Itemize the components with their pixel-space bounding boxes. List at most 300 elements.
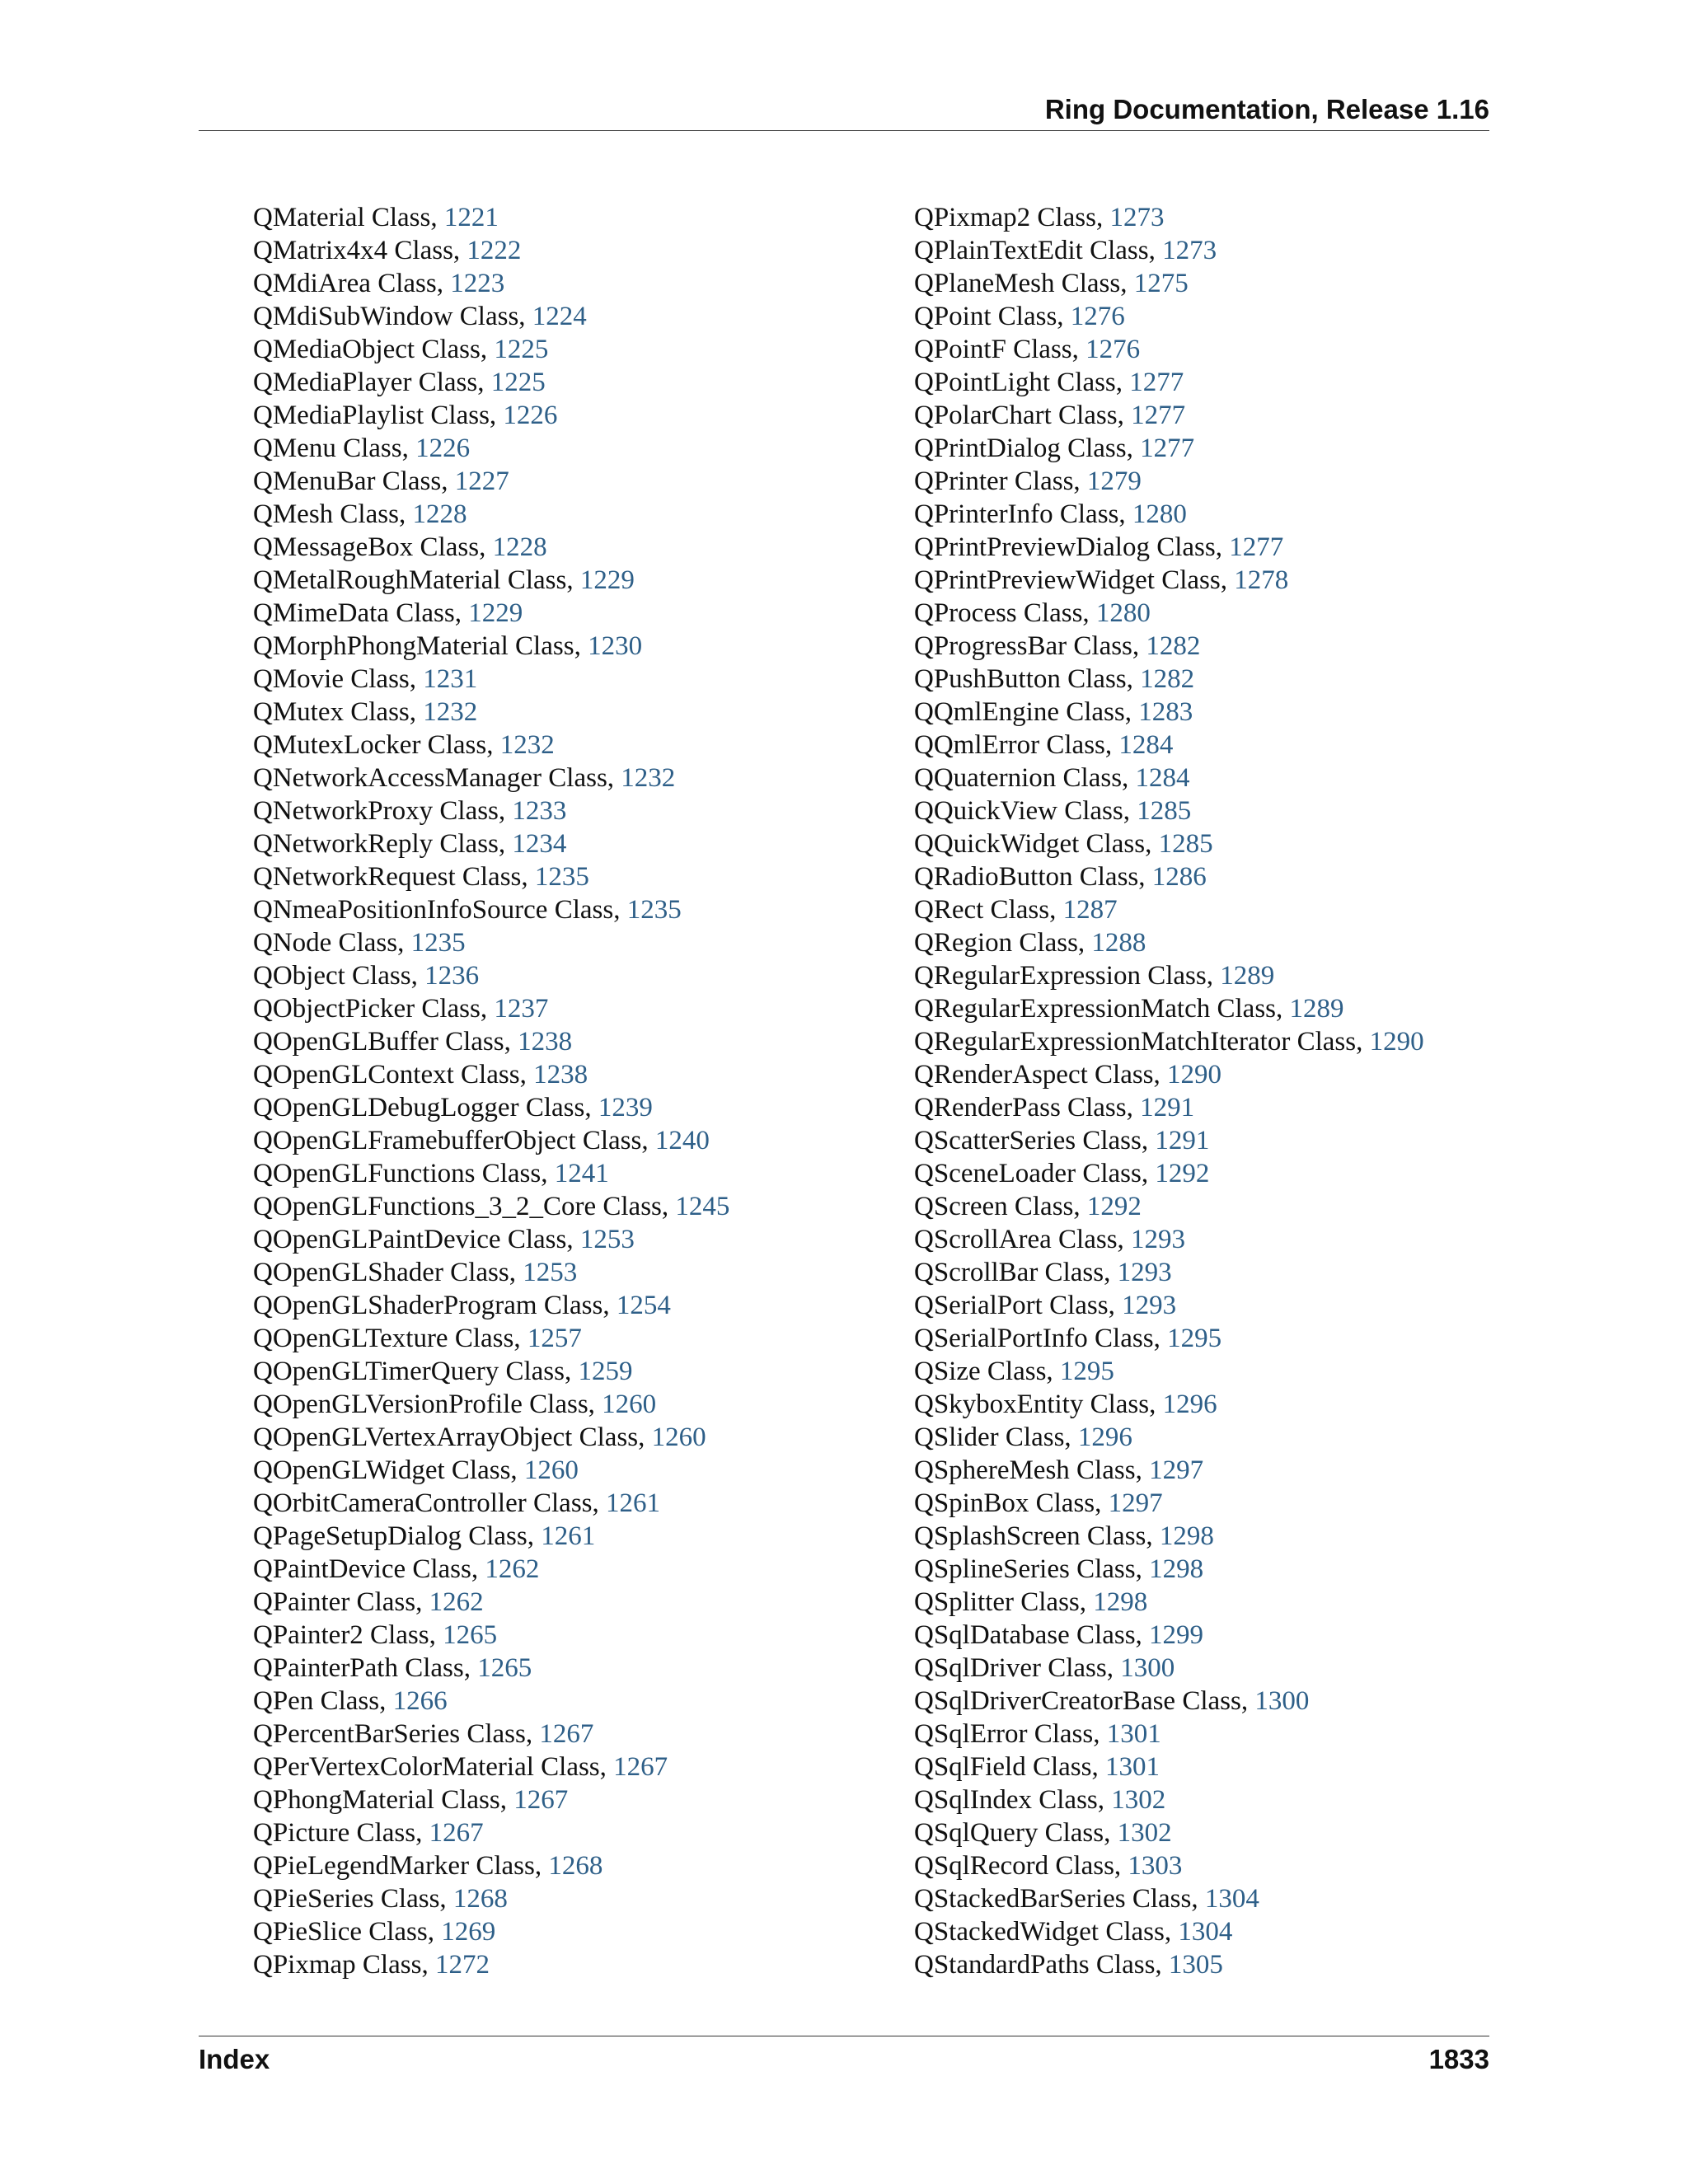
index-entry: QNetworkProxy Class, 1233	[253, 796, 567, 826]
index-entry-page-link[interactable]: 1292	[1086, 1192, 1142, 1221]
index-entry: QRegularExpression Class, 1289	[914, 961, 1275, 991]
index-entry: QRegularExpressionMatch Class, 1289	[914, 994, 1344, 1024]
index-entry: QProgressBar Class, 1282	[914, 631, 1201, 661]
index-entry-name: QNode Class	[253, 928, 398, 958]
index-entry-name: QOpenGLBuffer Class	[253, 1027, 504, 1057]
index-entry-page-link[interactable]: 1267	[513, 1785, 569, 1815]
index-entry-page-link[interactable]: 1285	[1158, 829, 1213, 859]
index-entry-page-link[interactable]: 1293	[1117, 1258, 1172, 1287]
index-entry: QSplineSeries Class, 1298	[914, 1554, 1204, 1584]
index-entry-page-link[interactable]: 1273	[1162, 236, 1217, 265]
index-entry-name: QPerVertexColorMaterial Class	[253, 1752, 600, 1782]
index-entry: QOpenGLTexture Class, 1257	[253, 1324, 582, 1353]
index-entry-name: QOrbitCameraController Class	[253, 1488, 593, 1518]
index-entry-name: QQmlError Class	[914, 730, 1105, 760]
index-entry: QRect Class, 1287	[914, 895, 1118, 925]
index-entry-name: QSqlError Class	[914, 1719, 1094, 1749]
index-entry: QScatterSeries Class, 1291	[914, 1126, 1210, 1155]
index-entry-page-link[interactable]: 1236	[424, 961, 480, 991]
index-entry: QSerialPortInfo Class, 1295	[914, 1324, 1222, 1353]
index-entry: QPhongMaterial Class, 1267	[253, 1785, 569, 1815]
index-entry-name: QRenderAspect Class	[914, 1060, 1154, 1090]
index-entry-page-link[interactable]: 1293	[1131, 1225, 1186, 1254]
index-entry-name: QMetalRoughMaterial Class	[253, 565, 567, 595]
index-entry-page-link[interactable]: 1304	[1178, 1917, 1233, 1947]
index-entry-name: QOpenGLFunctions_3_2_Core Class	[253, 1192, 662, 1221]
index-entry-name: QOpenGLFunctions Class	[253, 1159, 542, 1188]
index-entry-page-link[interactable]: 1299	[1149, 1620, 1204, 1650]
index-entry-name: QPercentBarSeries Class	[253, 1719, 526, 1749]
index-entry: QPlainTextEdit Class, 1273	[914, 236, 1217, 265]
index-entry-name: QPointLight Class	[914, 368, 1116, 397]
index-entry: QMutex Class, 1232	[253, 697, 478, 727]
index-entry: QMaterial Class, 1221	[253, 203, 499, 232]
index-entry-page-link[interactable]: 1260	[523, 1455, 579, 1485]
index-entry-page-link[interactable]: 1227	[454, 466, 509, 496]
index-entry-name: QPoint Class	[914, 302, 1057, 331]
index-entry-name: QOpenGLShaderProgram Class	[253, 1291, 603, 1320]
index-entry-page-link[interactable]: 1230	[588, 631, 643, 661]
index-entry-page-link[interactable]: 1289	[1220, 961, 1275, 991]
index-entry: QObjectPicker Class, 1237	[253, 994, 549, 1024]
index-entry: QSqlError Class, 1301	[914, 1719, 1161, 1749]
index-entry-name: QSplineSeries Class	[914, 1554, 1136, 1584]
index-entry-page-link[interactable]: 1259	[578, 1357, 633, 1386]
footer-section-title: Index	[199, 2044, 270, 2074]
index-entry-page-link[interactable]: 1265	[477, 1653, 532, 1683]
index-entry: QSlider Class, 1296	[914, 1422, 1132, 1452]
index-entry-name: QPhongMaterial Class	[253, 1785, 500, 1815]
index-entry: QScreen Class, 1292	[914, 1192, 1142, 1221]
index-entry: QOpenGLTimerQuery Class, 1259	[253, 1357, 633, 1386]
index-entry: QProcess Class, 1280	[914, 598, 1151, 628]
index-entry-page-link[interactable]: 1280	[1095, 598, 1151, 628]
index-entry-page-link[interactable]: 1284	[1135, 763, 1190, 793]
index-entry-name: QProgressBar Class	[914, 631, 1132, 661]
index-entry: QOpenGLFunctions Class, 1241	[253, 1159, 609, 1188]
index-entry: QStackedWidget Class, 1304	[914, 1917, 1233, 1947]
index-entry-name: QScrollArea Class	[914, 1225, 1118, 1254]
index-entry-name: QPixmap2 Class	[914, 203, 1096, 232]
index-entry-page-link[interactable]: 1228	[492, 532, 547, 562]
index-entry-name: QNmeaPositionInfoSource Class	[253, 895, 614, 925]
index-entry-page-link[interactable]: 1262	[485, 1554, 540, 1584]
index-entry: QOpenGLShader Class, 1253	[253, 1258, 578, 1287]
index-entry-name: QQmlEngine Class	[914, 697, 1125, 727]
index-entry: QPolarChart Class, 1277	[914, 401, 1186, 430]
footer-page-number: 1833	[1428, 2044, 1489, 2074]
index-entry-page-link[interactable]: 1277	[1229, 532, 1284, 562]
index-entry-page-link[interactable]: 1276	[1085, 335, 1141, 364]
index-entry-name: QMediaObject Class	[253, 335, 481, 364]
index-entry-page-link[interactable]: 1232	[499, 730, 555, 760]
index-entry-name: QNetworkAccessManager Class	[253, 763, 607, 793]
index-entry: QNetworkRequest Class, 1235	[253, 862, 589, 892]
index-entry: QMenuBar Class, 1227	[253, 466, 509, 496]
index-entry-page-link[interactable]: 1276	[1070, 302, 1125, 331]
index-entry-name: QObject Class	[253, 961, 411, 991]
index-entry-name: QPrintPreviewDialog Class	[914, 532, 1216, 562]
index-entry-name: QOpenGLTimerQuery Class	[253, 1357, 565, 1386]
index-entry-page-link[interactable]: 1277	[1129, 368, 1184, 397]
index-entry: QPrintPreviewWidget Class, 1278	[914, 565, 1289, 595]
index-entry-name: QMenuBar Class	[253, 466, 442, 496]
index-entry: QMdiArea Class, 1223	[253, 269, 505, 298]
index-entry-name: QMediaPlaylist Class	[253, 401, 490, 430]
index-entry-name: QMimeData Class	[253, 598, 455, 628]
index-entry: QMediaPlaylist Class, 1226	[253, 401, 558, 430]
index-entry-page-link[interactable]: 1254	[616, 1291, 671, 1320]
index-entry-name: QMessageBox Class	[253, 532, 480, 562]
index-entry-page-link[interactable]: 1290	[1369, 1027, 1424, 1057]
index-entry: QOpenGLVersionProfile Class, 1260	[253, 1390, 657, 1419]
index-entry: QNode Class, 1235	[253, 928, 466, 958]
index-entry-page-link[interactable]: 1291	[1155, 1126, 1210, 1155]
index-entry-name: QSqlDatabase Class	[914, 1620, 1136, 1650]
index-entry-name: QStackedWidget Class	[914, 1917, 1165, 1947]
index-entry-page-link[interactable]: 1232	[423, 697, 478, 727]
index-entry-page-link[interactable]: 1298	[1093, 1587, 1148, 1617]
index-entry: QScrollArea Class, 1293	[914, 1225, 1186, 1254]
index-entry-name: QPixmap Class	[253, 1950, 422, 1980]
index-entry: QPicture Class, 1267	[253, 1818, 484, 1848]
index-entry-name: QOpenGLFramebufferObject Class	[253, 1126, 642, 1155]
index-entry-name: QMediaPlayer Class	[253, 368, 478, 397]
index-entry-page-link[interactable]: 1303	[1128, 1851, 1183, 1881]
index-entry: QSqlIndex Class, 1302	[914, 1785, 1166, 1815]
index-entry: QQuaternion Class, 1284	[914, 763, 1190, 793]
index-entry-page-link[interactable]: 1266	[392, 1686, 448, 1716]
index-entry-name: QSpinBox Class	[914, 1488, 1095, 1518]
index-entry-name: QMovie Class	[253, 664, 410, 694]
index-entry-name: QPrintPreviewWidget Class	[914, 565, 1221, 595]
index-entry-name: QSqlField Class	[914, 1752, 1092, 1782]
index-entry-name: QMutex Class	[253, 697, 410, 727]
index-entry-name: QScreen Class	[914, 1192, 1074, 1221]
index-entry-name: QSqlIndex Class	[914, 1785, 1098, 1815]
index-entry: QSkyboxEntity Class, 1296	[914, 1390, 1217, 1419]
index-entry-name: QSkyboxEntity Class	[914, 1390, 1150, 1419]
index-entry-name: QPieSeries Class	[253, 1884, 440, 1914]
index-entry-name: QOpenGLContext Class	[253, 1060, 520, 1090]
index-entry-name: QPainter2 Class	[253, 1620, 429, 1650]
index-entry-page-link[interactable]: 1268	[548, 1851, 603, 1881]
index-entry-name: QPaintDevice Class	[253, 1554, 471, 1584]
index-entry-page-link[interactable]: 1262	[429, 1587, 484, 1617]
index-entry-page-link[interactable]: 1232	[621, 763, 676, 793]
index-entry-page-link[interactable]: 1282	[1140, 664, 1195, 694]
header-divider	[199, 130, 1489, 131]
index-entry: QMessageBox Class, 1228	[253, 532, 547, 562]
index-entry-name: QMdiSubWindow Class	[253, 302, 519, 331]
index-entry-page-link[interactable]: 1304	[1204, 1884, 1259, 1914]
index-entry-page-link[interactable]: 1295	[1167, 1324, 1222, 1353]
index-entry: QScrollBar Class, 1293	[914, 1258, 1172, 1287]
index-entry: QSize Class, 1295	[914, 1357, 1114, 1386]
index-entry-name: QSplashScreen Class	[914, 1521, 1146, 1551]
index-entry-page-link[interactable]: 1245	[675, 1192, 730, 1221]
index-entry: QPercentBarSeries Class, 1267	[253, 1719, 594, 1749]
index-entry-page-link[interactable]: 1234	[512, 829, 567, 859]
index-entry-page-link[interactable]: 1291	[1140, 1093, 1195, 1122]
index-entry-page-link[interactable]: 1293	[1122, 1291, 1177, 1320]
index-entry: QSqlQuery Class, 1302	[914, 1818, 1172, 1848]
index-entry: QSqlDriver Class, 1300	[914, 1653, 1175, 1683]
index-entry-page-link[interactable]: 1229	[468, 598, 523, 628]
index-entry: QMetalRoughMaterial Class, 1229	[253, 565, 635, 595]
index-entry: QRenderAspect Class, 1290	[914, 1060, 1222, 1090]
index-entry-page-link[interactable]: 1272	[434, 1950, 490, 1980]
index-entry-name: QQuickWidget Class	[914, 829, 1146, 859]
document-header-title: Ring Documentation, Release 1.16	[1044, 94, 1489, 124]
index-entry-name: QPushButton Class	[914, 664, 1127, 694]
index-entry-page-link[interactable]: 1233	[512, 796, 567, 826]
index-entry-page-link[interactable]: 1240	[654, 1126, 710, 1155]
index-entry-name: QPrinter Class	[914, 466, 1074, 496]
index-entry: QMatrix4x4 Class, 1222	[253, 236, 522, 265]
index-entry-page-link[interactable]: 1225	[494, 335, 549, 364]
index-entry: QPerVertexColorMaterial Class, 1267	[253, 1752, 668, 1782]
index-entry: QSqlDatabase Class, 1299	[914, 1620, 1204, 1650]
index-entry: QPushButton Class, 1282	[914, 664, 1195, 694]
index-entry-page-link[interactable]: 1278	[1234, 565, 1289, 595]
index-entry-page-link[interactable]: 1301	[1104, 1752, 1160, 1782]
index-entry-page-link[interactable]: 1298	[1159, 1521, 1214, 1551]
index-entry: QPrinter Class, 1279	[914, 466, 1142, 496]
index-entry-name: QPageSetupDialog Class	[253, 1521, 528, 1551]
index-entry: QOpenGLFunctions_3_2_Core Class, 1245	[253, 1192, 730, 1221]
index-entry: QQmlEngine Class, 1283	[914, 697, 1193, 727]
index-entry-name: QScrollBar Class	[914, 1258, 1104, 1287]
index-entry: QPainter Class, 1262	[253, 1587, 484, 1617]
index-entry: QOpenGLDebugLogger Class, 1239	[253, 1093, 653, 1122]
index-entry: QRegularExpressionMatchIterator Class, 1290	[914, 1027, 1424, 1057]
index-entry-name: QOpenGLVertexArrayObject Class	[253, 1422, 639, 1452]
index-entry-name: QSerialPort Class	[914, 1291, 1109, 1320]
index-entry: QStandardPaths Class, 1305	[914, 1950, 1223, 1980]
index-entry: QSqlField Class, 1301	[914, 1752, 1160, 1782]
index-entry-page-link[interactable]: 1235	[534, 862, 589, 892]
index-entry-page-link[interactable]: 1280	[1132, 499, 1187, 529]
index-entry: QPlaneMesh Class, 1275	[914, 269, 1189, 298]
index-entry: QPointF Class, 1276	[914, 335, 1141, 364]
index-entry-page-link[interactable]: 1226	[503, 401, 558, 430]
index-entry: QSerialPort Class, 1293	[914, 1291, 1177, 1320]
index-entry-page-link[interactable]: 1296	[1077, 1422, 1132, 1452]
index-entry-page-link[interactable]: 1300	[1254, 1686, 1310, 1716]
index-entry-name: QSize Class	[914, 1357, 1047, 1386]
index-entry: QSceneLoader Class, 1292	[914, 1159, 1210, 1188]
index-entry-page-link[interactable]: 1221	[443, 203, 499, 232]
index-entry: QStackedBarSeries Class, 1304	[914, 1884, 1259, 1914]
index-entry-page-link[interactable]: 1279	[1086, 466, 1142, 496]
index-entry-name: QOpenGLWidget Class	[253, 1455, 511, 1485]
index-entry: QSphereMesh Class, 1297	[914, 1455, 1204, 1485]
index-entry-page-link[interactable]: 1261	[606, 1488, 661, 1518]
index-entry: QOrbitCameraController Class, 1261	[253, 1488, 661, 1518]
index-entry-page-link[interactable]: 1302	[1111, 1785, 1166, 1815]
index-entry-page-link[interactable]: 1298	[1149, 1554, 1204, 1584]
index-entry-page-link[interactable]: 1231	[423, 664, 478, 694]
index-entry-page-link[interactable]: 1267	[539, 1719, 594, 1749]
index-entry: QMdiSubWindow Class, 1224	[253, 302, 587, 331]
index-entry-page-link[interactable]: 1284	[1118, 730, 1174, 760]
index-entry: QOpenGLVertexArrayObject Class, 1260	[253, 1422, 706, 1452]
index-entry: QSqlRecord Class, 1303	[914, 1851, 1183, 1881]
index-entry: QPainterPath Class, 1265	[253, 1653, 532, 1683]
index-entry-name: QObjectPicker Class	[253, 994, 481, 1024]
index-entry-page-link[interactable]: 1226	[415, 434, 471, 463]
index-entry-page-link[interactable]: 1297	[1108, 1488, 1163, 1518]
index-entry-name: QPrintDialog Class	[914, 434, 1127, 463]
index-entry: QMediaObject Class, 1225	[253, 335, 549, 364]
index-entry-name: QSqlRecord Class	[914, 1851, 1114, 1881]
index-entry-name: QQuaternion Class	[914, 763, 1123, 793]
index-entry-name: QSlider Class	[914, 1422, 1065, 1452]
index-entry: QMutexLocker Class, 1232	[253, 730, 555, 760]
index-entry: QOpenGLContext Class, 1238	[253, 1060, 588, 1090]
index-entry-page-link[interactable]: 1277	[1131, 401, 1186, 430]
index-entry-page-link[interactable]: 1235	[410, 928, 466, 958]
index-entry-name: QRect Class	[914, 895, 1050, 925]
index-entry-page-link[interactable]: 1224	[532, 302, 587, 331]
index-entry: QPrinterInfo Class, 1280	[914, 499, 1187, 529]
index-entry: QPieSeries Class, 1268	[253, 1884, 508, 1914]
index-entry-page-link[interactable]: 1241	[554, 1159, 609, 1188]
index-entry-page-link[interactable]: 1235	[626, 895, 682, 925]
index-entry-name: QNetworkReply Class	[253, 829, 499, 859]
index-entry-page-link[interactable]: 1285	[1137, 796, 1192, 826]
index-entry-name: QStandardPaths Class	[914, 1950, 1156, 1980]
index-entry: QSplashScreen Class, 1298	[914, 1521, 1214, 1551]
index-entry: QQuickView Class, 1285	[914, 796, 1192, 826]
index-entry-name: QPainter Class	[253, 1587, 416, 1617]
index-entry: QPixmap Class, 1272	[253, 1950, 490, 1980]
index-entry: QMediaPlayer Class, 1225	[253, 368, 546, 397]
index-entry-page-link[interactable]: 1260	[651, 1422, 706, 1452]
index-entry-name: QPointF Class	[914, 335, 1072, 364]
index-entry: QPrintDialog Class, 1277	[914, 434, 1195, 463]
index-entry: QQuickWidget Class, 1285	[914, 829, 1213, 859]
index-entry-page-link[interactable]: 1297	[1149, 1455, 1204, 1485]
index-entry-page-link[interactable]: 1267	[613, 1752, 668, 1782]
index-entry-name: QNetworkProxy Class	[253, 796, 499, 826]
index-entry-page-link[interactable]: 1296	[1162, 1390, 1217, 1419]
index-entry-page-link[interactable]: 1228	[412, 499, 467, 529]
index-entry-name: QOpenGLPaintDevice Class	[253, 1225, 567, 1254]
index-entry-name: QRegion Class	[914, 928, 1078, 958]
index-entry: QNetworkAccessManager Class, 1232	[253, 763, 676, 793]
index-entry: QPieLegendMarker Class, 1268	[253, 1851, 603, 1881]
index-entry: QOpenGLPaintDevice Class, 1253	[253, 1225, 635, 1254]
index-entry: QPixmap2 Class, 1273	[914, 203, 1165, 232]
index-entry-page-link[interactable]: 1269	[441, 1917, 496, 1947]
index-entry-name: QPrinterInfo Class	[914, 499, 1119, 529]
index-entry: QSqlDriverCreatorBase Class, 1300	[914, 1686, 1310, 1716]
index-entry-page-link[interactable]: 1292	[1155, 1159, 1210, 1188]
index-entry: QOpenGLFramebufferObject Class, 1240	[253, 1126, 710, 1155]
index-entry-page-link[interactable]: 1238	[518, 1027, 573, 1057]
index-entry-page-link[interactable]: 1282	[1146, 631, 1201, 661]
index-entry-name: QMdiArea Class	[253, 269, 437, 298]
index-entry-page-link[interactable]: 1237	[494, 994, 549, 1024]
index-entry-page-link[interactable]: 1305	[1168, 1950, 1223, 1980]
index-entry-name: QOpenGLVersionProfile Class	[253, 1390, 588, 1419]
index-entry-name: QOpenGLTexture Class	[253, 1324, 514, 1353]
index-entry-name: QSqlDriverCreatorBase Class	[914, 1686, 1241, 1716]
index-entry-page-link[interactable]: 1229	[579, 565, 635, 595]
index-entry: QPaintDevice Class, 1262	[253, 1554, 540, 1584]
index-entry-page-link[interactable]: 1302	[1117, 1818, 1172, 1848]
index-entry-name: QPlaneMesh Class	[914, 269, 1121, 298]
index-entry: QPointLight Class, 1277	[914, 368, 1184, 397]
index-entry-page-link[interactable]: 1265	[443, 1620, 498, 1650]
index-entry-page-link[interactable]: 1257	[527, 1324, 582, 1353]
index-entry-page-link[interactable]: 1288	[1091, 928, 1146, 958]
index-entry: QPainter2 Class, 1265	[253, 1620, 498, 1650]
index-entry-page-link[interactable]: 1223	[450, 269, 505, 298]
index-entry-page-link[interactable]: 1267	[429, 1818, 484, 1848]
index-entry-name: QMesh Class	[253, 499, 399, 529]
index-entry-page-link[interactable]: 1273	[1109, 203, 1165, 232]
index-entry-page-link[interactable]: 1261	[541, 1521, 596, 1551]
index-entry-page-link[interactable]: 1295	[1059, 1357, 1114, 1386]
index-entry-name: QStackedBarSeries Class	[914, 1884, 1192, 1914]
index-entry-page-link[interactable]: 1225	[490, 368, 546, 397]
index-entry: QPrintPreviewDialog Class, 1277	[914, 532, 1284, 562]
index-entry: QMesh Class, 1228	[253, 499, 467, 529]
index-entry-page-link[interactable]: 1300	[1120, 1653, 1175, 1683]
index-entry-page-link[interactable]: 1238	[533, 1060, 588, 1090]
index-entry-page-link[interactable]: 1287	[1062, 895, 1118, 925]
index-entry-name: QQuickView Class	[914, 796, 1123, 826]
index-column-right	[914, 201, 1424, 1981]
index-entry: QPoint Class, 1276	[914, 302, 1125, 331]
index-entry: QPieSlice Class, 1269	[253, 1917, 496, 1947]
index-entry-page-link[interactable]: 1277	[1140, 434, 1195, 463]
index-entry-name: QPen Class	[253, 1686, 380, 1716]
index-entry-name: QOpenGLShader Class	[253, 1258, 509, 1287]
index-entry-name: QRegularExpressionMatch Class	[914, 994, 1277, 1024]
index-entry: QMimeData Class, 1229	[253, 598, 523, 628]
index-entry-page-link[interactable]: 1286	[1151, 862, 1207, 892]
index-entry-page-link[interactable]: 1290	[1167, 1060, 1222, 1090]
index-entry-name: QSqlQuery Class	[914, 1818, 1104, 1848]
index-entry-name: QSplitter Class	[914, 1587, 1080, 1617]
index-entry-page-link[interactable]: 1283	[1138, 697, 1193, 727]
index-entry-page-link[interactable]: 1275	[1133, 269, 1189, 298]
index-entry-page-link[interactable]: 1253	[579, 1225, 635, 1254]
index-entry-page-link[interactable]: 1222	[467, 236, 522, 265]
index-entry-name: QRadioButton Class	[914, 862, 1139, 892]
index-entry-page-link[interactable]: 1253	[523, 1258, 578, 1287]
index-entry-name: QSerialPortInfo Class	[914, 1324, 1154, 1353]
index-entry-name: QRegularExpression Class	[914, 961, 1207, 991]
index-entry: QOpenGLShaderProgram Class, 1254	[253, 1291, 671, 1320]
index-entry-name: QSqlDriver Class	[914, 1653, 1107, 1683]
index-entry-name: QPlainTextEdit Class	[914, 236, 1149, 265]
index-entry: QMovie Class, 1231	[253, 664, 478, 694]
index-column-left	[253, 201, 729, 1981]
index-entry-page-link[interactable]: 1268	[452, 1884, 508, 1914]
index-entry-page-link[interactable]: 1260	[602, 1390, 657, 1419]
index-entry-name: QMenu Class	[253, 434, 402, 463]
index-entry-name: QPolarChart Class	[914, 401, 1118, 430]
index-entry-page-link[interactable]: 1301	[1106, 1719, 1161, 1749]
index-entry-page-link[interactable]: 1239	[598, 1093, 653, 1122]
index-entry-page-link[interactable]: 1289	[1289, 994, 1344, 1024]
index-entry: QNetworkReply Class, 1234	[253, 829, 567, 859]
